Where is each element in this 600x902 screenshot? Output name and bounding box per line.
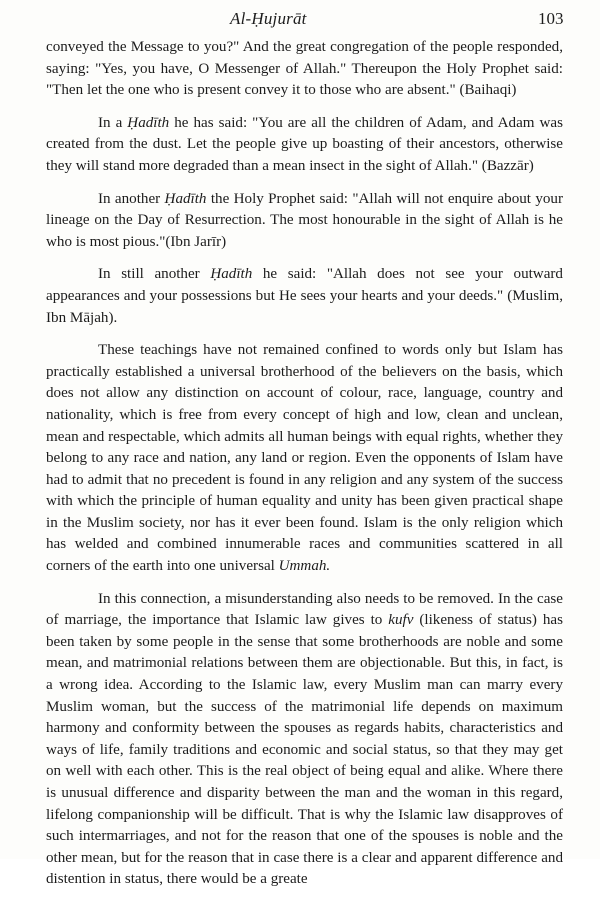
paragraph-text: In still another [98, 266, 211, 283]
paragraph-6 [46, 589, 563, 891]
italic-term: Ḥadīth [127, 114, 170, 131]
paragraph-text: he has said: "You are all the children of Adam, and Adam was created from the dust. Let the people give up boasting of their ancestors, otherwise they will stand more degraded than a mean insect in the sight of Allah." (Bazzār) [46, 114, 563, 174]
body-text [46, 37, 563, 902]
paragraph-text: the Holy Prophet said: "Allah will not enquire about your lineage on the Day of Resurrection. The most honourable in the sight of Allah is he who is most pious."(Ibn Jarīr) [46, 190, 563, 250]
italic-term: kufv [388, 612, 414, 629]
paragraph-text: In a [98, 114, 128, 131]
paragraph-text: In another [98, 190, 165, 207]
italic-term: Ḥadīth [210, 266, 253, 283]
paragraph-3 [46, 189, 563, 254]
paragraph-text: These teachings have not remained confined to words only but Islam has practically established a universal brotherhood of the believers on the basis, which does not allow any distinction on account of colour, race, language, country and nationality, which is free from every concept of high and low, clean and unclean, mean and respectable, which admits all human beings with equal rights, whether they belong to any race and nation, any land or region. Even the opponents of Islam have had to admit that no precedent is found in any religion and any system of the success with which the principle of human equality and unity has been given practical shape in the Muslim society, nor has it ever been found. Islam is the only religion which has welded and combined innumerable races and communities scattered in all corners of the earth into one universal [46, 342, 563, 575]
paragraph-5 [46, 340, 563, 578]
paragraph-text: he said: "Allah does not see your outward appearances and your possessions but He sees your hearts and your deeds." (Muslim, Ibn Mājah). [46, 266, 563, 326]
running-header [0, 9, 600, 31]
paragraph-1 [46, 37, 563, 102]
italic-term: Ḥadīth [164, 190, 207, 207]
paragraph-text: (likeness of status) has been taken by some people in the sense that some brotherhoods are noble and some mean, and matrimonial relations between them are objectionable. But this, in fact, is a wrong idea. According to the Islamic law, every Muslim man can marry every Muslim woman, but the success of the matrimonial life depends on maximum harmony and conformity between the spouses as regards habits, characteristics and ways of life, family traditions and economic and social status, so that they may get on well with each other. This is the real object of being equal and alike. Where there is unusual difference and disparity between the man and the woman in this regard, lifelong companionship will be difficult. That is why the Islamic law disapproves of such intermarriages, and not for the reason that one of the spouses is noble and the other mean, but for the reason that in case there is a clear and apparent difference and distention in status, there would be a greate [46, 612, 563, 888]
paragraph-2 [46, 113, 563, 178]
paragraph-text: In this connection, a misunderstanding also needs to be removed. In the case of marriage, the importance that Islamic law gives to [46, 590, 563, 629]
running-title: Al-Ḥujurāt [230, 9, 307, 28]
italic-term: Ummah. [278, 558, 331, 575]
page-number: 103 [538, 9, 564, 28]
paragraph-text: conveyed the Message to you?" And the great congregation of the people responded, saying: "Yes, you have, O Messenger of Allah." Thereupon the Holy Prophet said: "Then let the one who is present convey it to those who are absent." (Baihaqi) [46, 39, 563, 99]
paragraph-4 [46, 264, 563, 329]
